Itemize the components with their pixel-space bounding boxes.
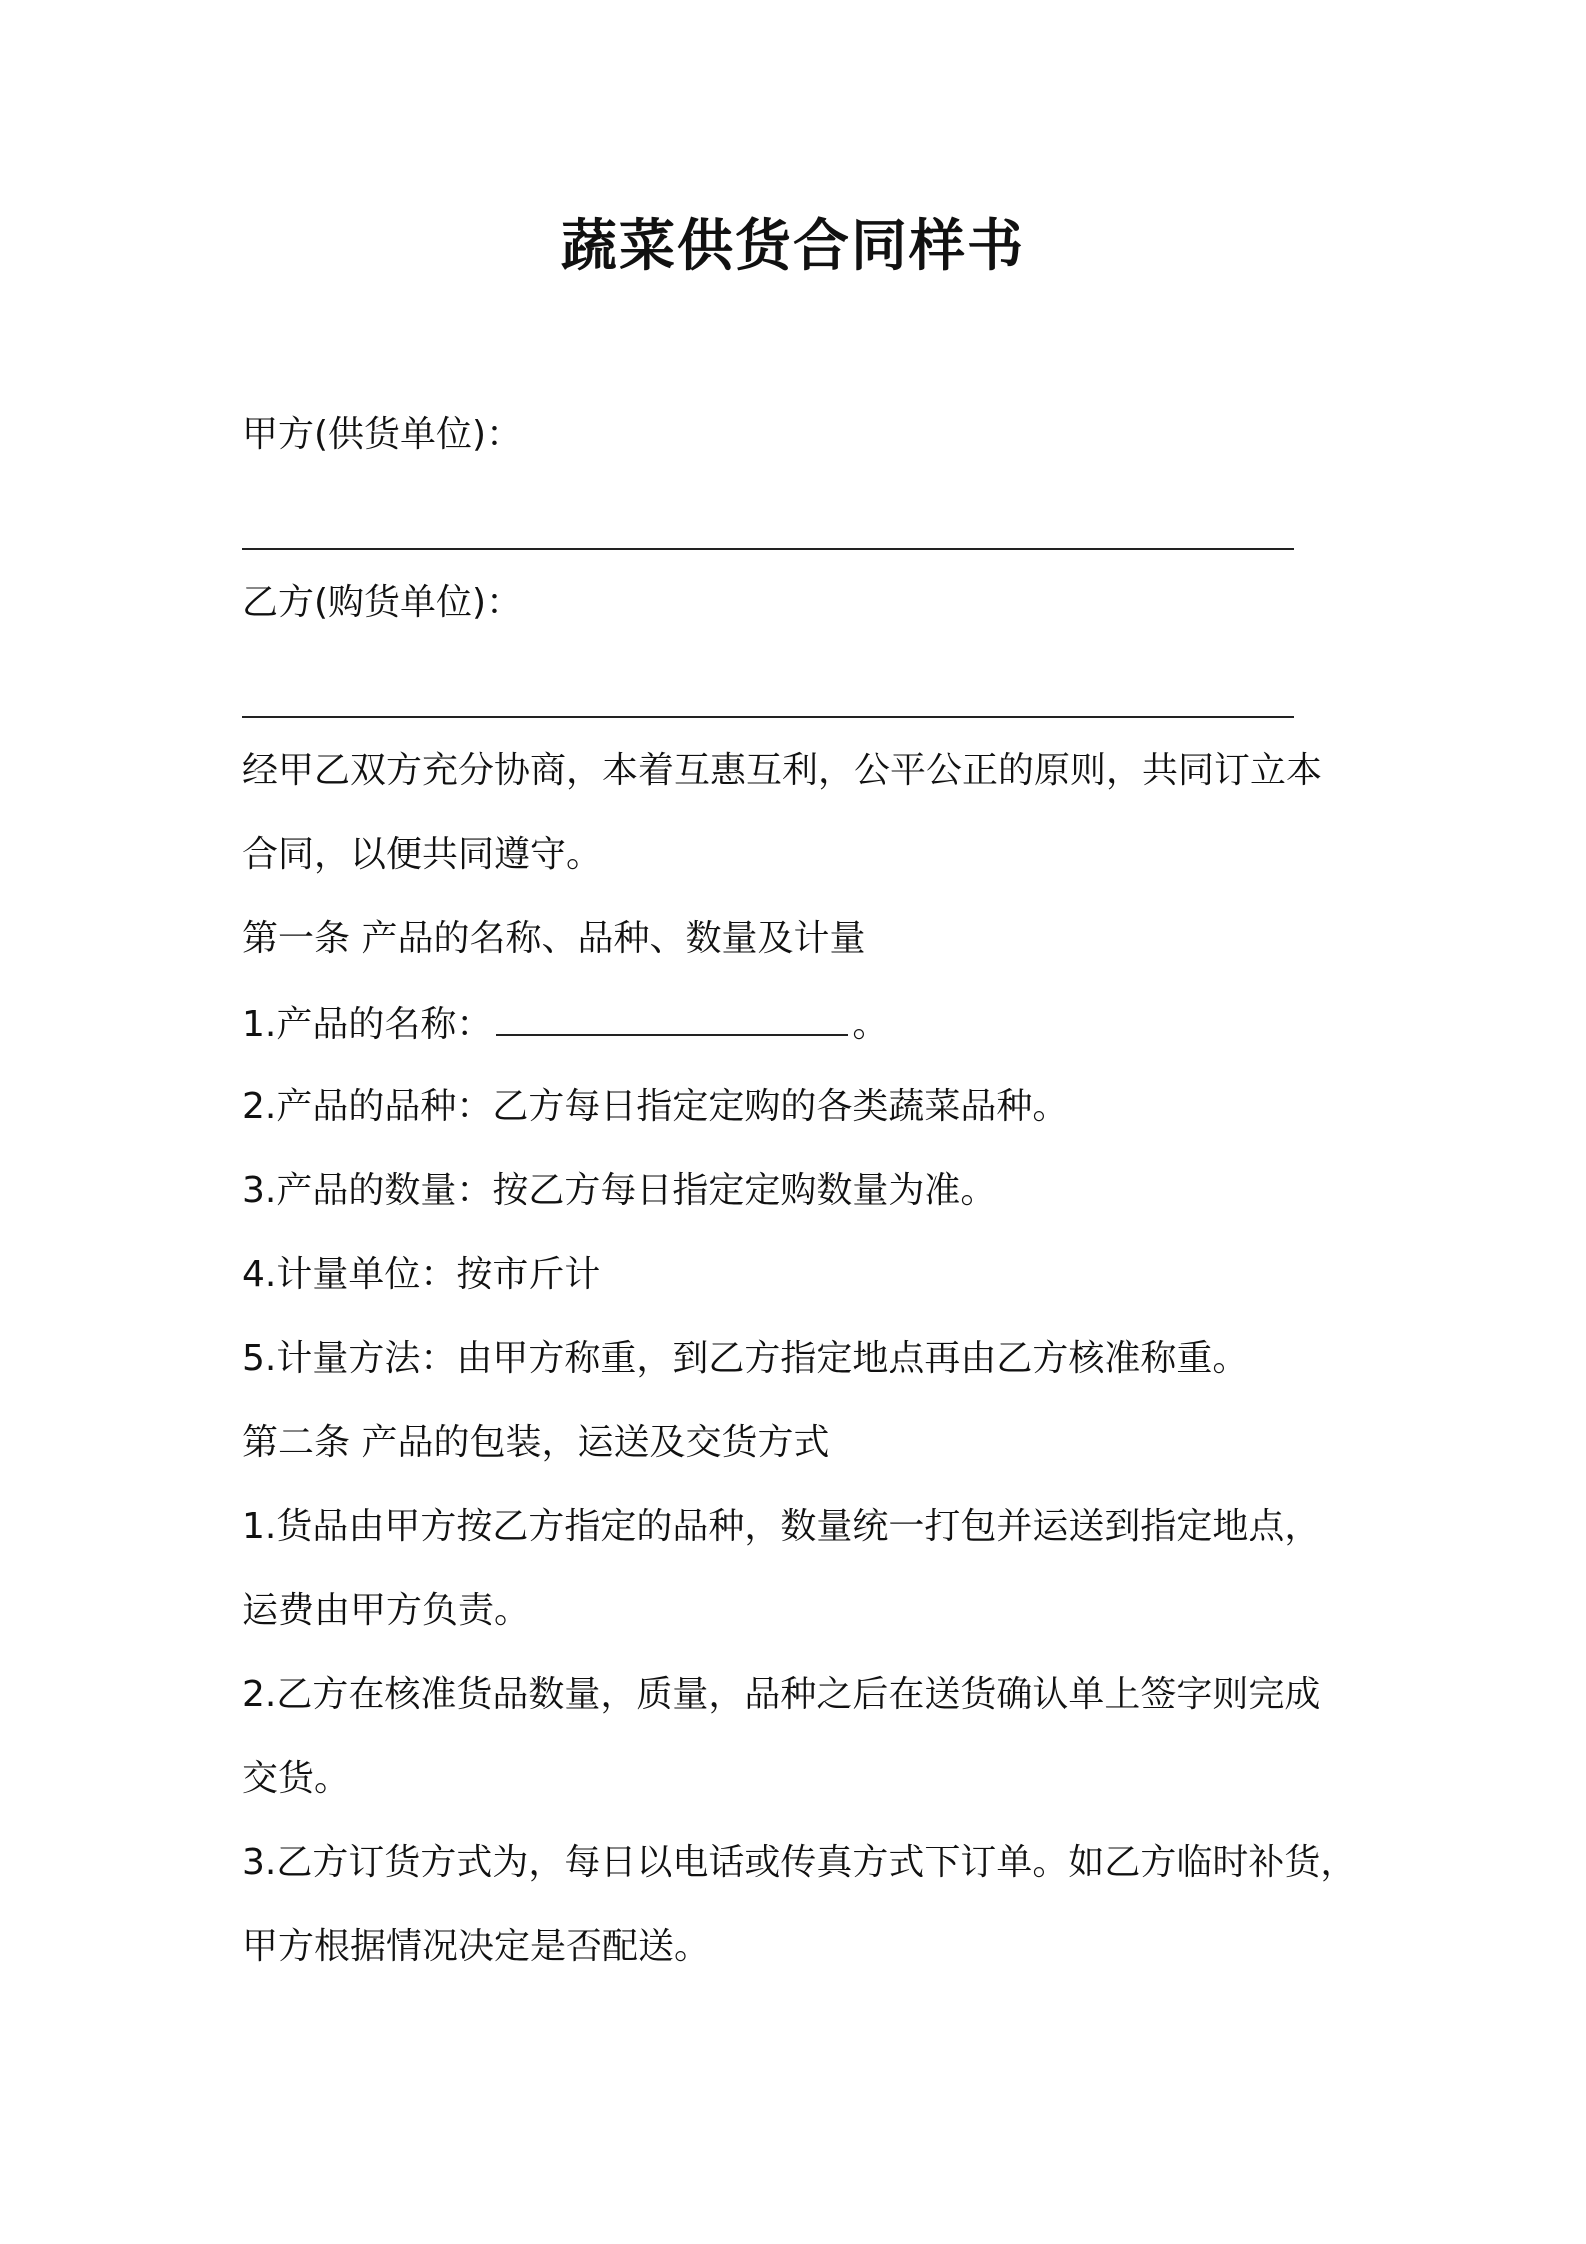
product-name-label: 1.产品的名称： [242,1004,493,1045]
party-b-fill-line [242,716,1294,718]
article-1-item-2: 2.产品的品种：乙方每日指定定购的各类蔬菜品种。 [242,1086,1069,1127]
party-a-label: 甲方(供货单位)： [242,414,523,455]
article-2-heading: 第二条 产品的包装，运送及交货方式 [242,1422,830,1463]
product-name-blank [496,998,848,1036]
article-1-item-4: 4.计量单位：按市斤计 [242,1254,601,1295]
article-2-item-2-line-2: 交货。 [242,1758,351,1799]
article-1-heading: 第一条 产品的名称、品种、数量及计量 [242,918,866,959]
article-1-item-5: 5.计量方法：由甲方称重，到乙方指定地点再由乙方核准称重。 [242,1338,1249,1379]
article-2-item-1-line-1: 1.货品由甲方按乙方指定的品种，数量统一打包并运送到指定地点， [242,1506,1321,1547]
document-title: 蔬菜供货合同样书 [561,214,1025,279]
party-b-label: 乙方(购货单位)： [242,582,523,623]
article-1-item-1 [242,998,888,1050]
product-name-suffix: 。 [852,1004,889,1045]
party-a-fill-line [242,548,1294,550]
intro-line-2: 合同，以便共同遵守。 [242,834,603,875]
intro-line-1: 经甲乙双方充分协商，本着互惠互利，公平公正的原则，共同订立本 [242,750,1323,791]
article-2-item-3-line-2: 甲方根据情况决定是否配送。 [242,1926,711,1967]
article-2-item-1-line-2: 运费由甲方负责。 [242,1590,531,1631]
article-2-item-2-line-1: 2.乙方在核准货品数量，质量，品种之后在送货确认单上签字则完成 [242,1674,1321,1715]
article-2-item-3-line-1: 3.乙方订货方式为，每日以电话或传真方式下订单。如乙方临时补货， [242,1842,1357,1883]
article-1-item-3: 3.产品的数量：按乙方每日指定定购数量为准。 [242,1170,997,1211]
